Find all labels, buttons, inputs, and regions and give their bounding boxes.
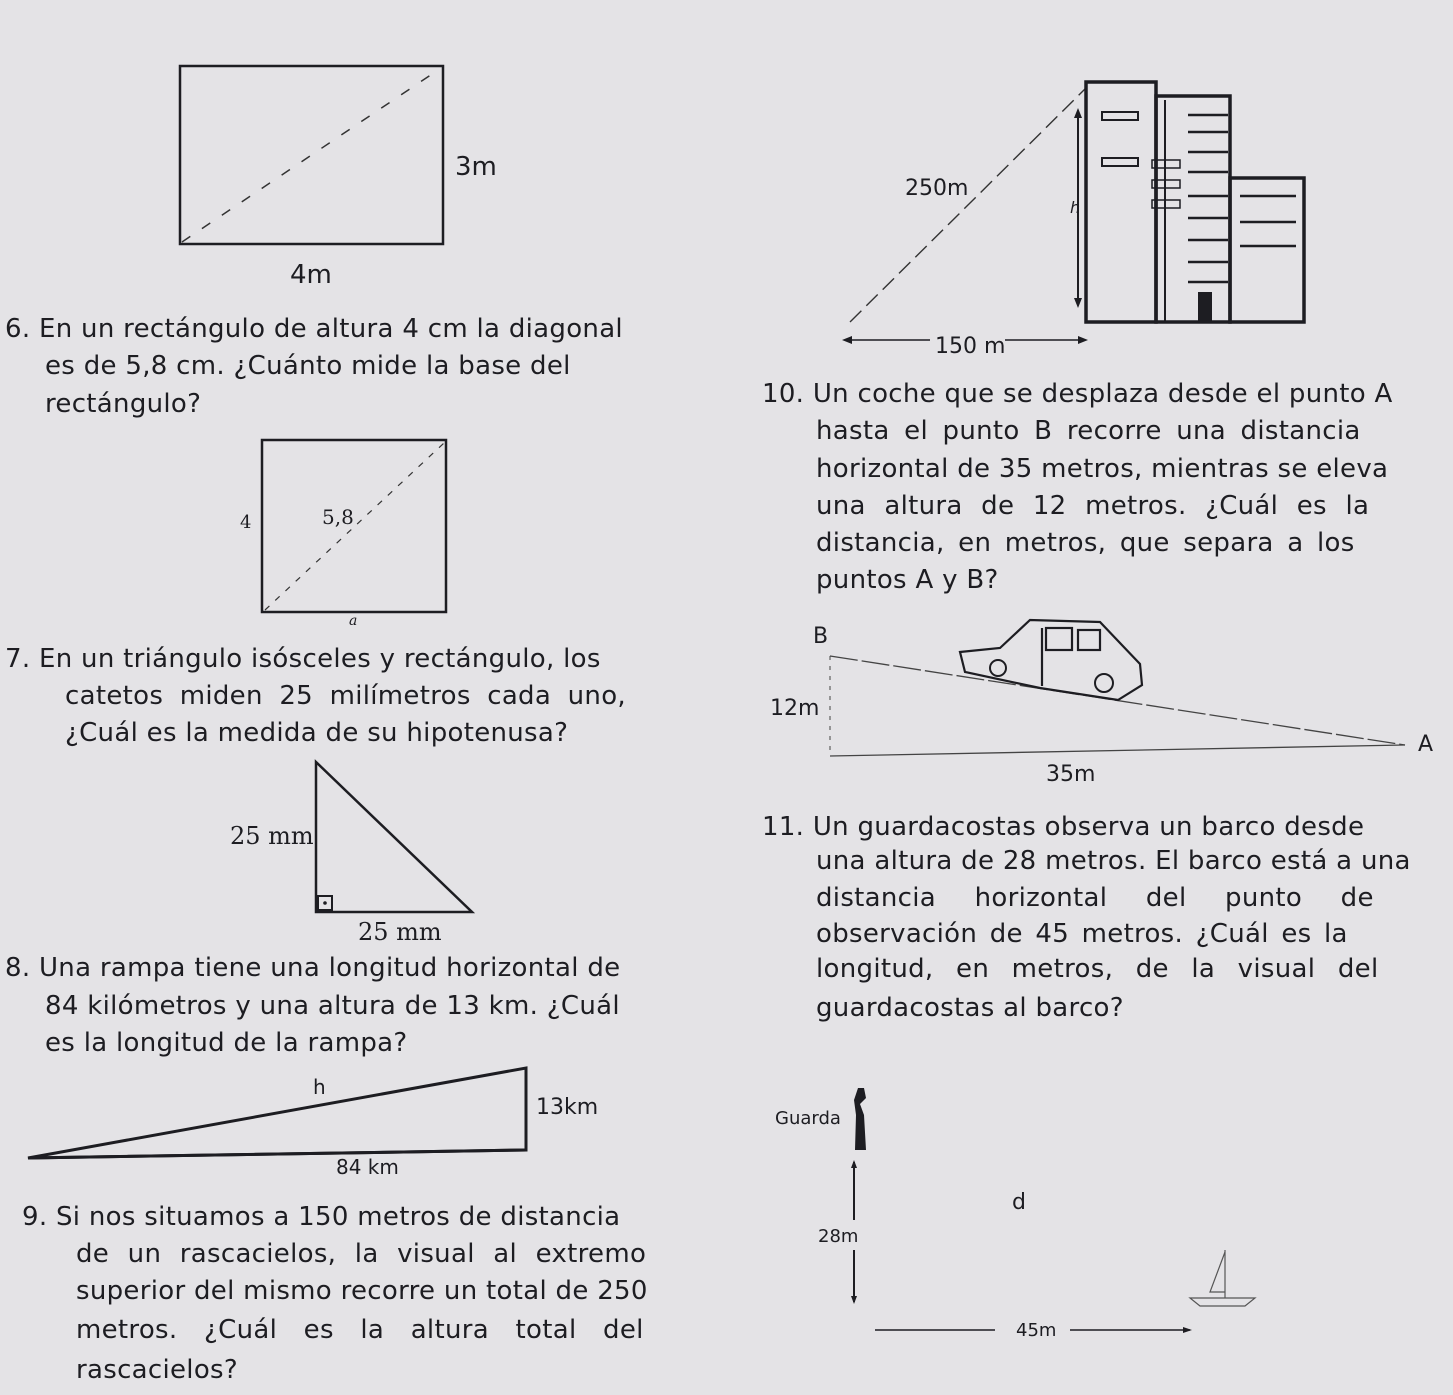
skyscraper-height-label: h xyxy=(1070,198,1081,217)
problem-10-line-3: horizontal de 35 metros, mientras se eleva xyxy=(816,454,1389,484)
ramp-height-label: 13km xyxy=(536,1095,599,1120)
problem-10-line-5: distancia, en metros, que separa a los xyxy=(816,528,1355,558)
problem-6-line-2: es de 5,8 cm. ¿Cuánto mide la base del xyxy=(45,351,571,381)
problem-7-line-2: catetos miden 25 milímetros cada uno, xyxy=(65,681,626,711)
problem-8-line-3: es la longitud de la rampa? xyxy=(45,1028,408,1058)
problem-9-line-4: metros. ¿Cuál es la altura total del xyxy=(76,1315,644,1345)
problem-10-line-2: hasta el punto B recorre una distancia xyxy=(816,416,1361,446)
problem-10-line-6: puntos A y B? xyxy=(816,565,999,595)
coastguard-base-label: 45m xyxy=(1016,1320,1057,1341)
problem-7-line-1: 7. En un triángulo isósceles y rectángulo, los xyxy=(5,644,601,674)
problem-11-line-2: una altura de 28 metros. El barco está a una xyxy=(816,846,1411,876)
problem-7-line-3: ¿Cuál es la medida de su hipotenusa? xyxy=(65,718,569,748)
problem-8-line-2: 84 kilómetros y una altura de 13 km. ¿Cuál xyxy=(45,991,620,1021)
problem-10-line-4: una altura de 12 metros. ¿Cuál es la xyxy=(816,491,1370,521)
car-base-label: 35m xyxy=(1046,762,1096,787)
triangle-leg-vertical-label: 25 mm xyxy=(230,822,314,850)
square-base-label: a xyxy=(349,613,358,629)
square-diagonal-label: 5,8 xyxy=(322,505,354,529)
car-height-label: 12m xyxy=(770,696,820,721)
problem-6-line-3: rectángulo? xyxy=(45,389,202,419)
problem-8-line-1: 8. Una rampa tiene una longitud horizontal de xyxy=(5,953,621,983)
ramp-base-label: 84 km xyxy=(336,1155,399,1179)
coastguard-height-label: 28m xyxy=(818,1226,859,1247)
car-point-a-label: A xyxy=(1418,732,1434,757)
problem-9-line-2: de un rascacielos, la visual al extremo xyxy=(76,1239,647,1269)
car-point-b-label: B xyxy=(813,624,829,649)
skyscraper-base-label: 150 m xyxy=(935,334,1006,359)
problem-11-line-4: observación de 45 metros. ¿Cuál es la xyxy=(816,919,1348,949)
problem-9-line-3: superior del mismo recorre un total de 250 xyxy=(76,1276,648,1306)
problem-11-line-5: longitud, en metros, de la visual del xyxy=(816,954,1379,984)
square-side-label: 4 xyxy=(240,512,252,533)
problem-11-line-1: 11. Un guardacostas observa un barco desde xyxy=(762,812,1365,842)
coastguard-visual-label: d xyxy=(1012,1190,1026,1215)
rect-width-label: 4m xyxy=(290,260,332,290)
problem-11-line-6: guardacostas al barco? xyxy=(816,993,1124,1023)
triangle-leg-horizontal-label: 25 mm xyxy=(358,918,442,946)
rect-height-label: 3m xyxy=(455,152,497,182)
problem-6-line-1: 6. En un rectángulo de altura 4 cm la diagonal xyxy=(5,314,623,344)
problem-9-line-1: 9. Si nos situamos a 150 metros de distancia xyxy=(22,1202,621,1232)
problem-9-line-5: rascacielos? xyxy=(76,1355,238,1385)
coastguard-figure xyxy=(0,0,1,1)
problem-10-line-1: 10. Un coche que se desplaza desde el punto A xyxy=(762,379,1393,409)
skyscraper-hypotenuse-label: 250m xyxy=(905,176,969,201)
coastguard-label: Guarda xyxy=(775,1108,841,1129)
ramp-hypotenuse-label: h xyxy=(313,1075,326,1099)
problem-11-line-3: distancia horizontal del punto de xyxy=(816,883,1374,913)
